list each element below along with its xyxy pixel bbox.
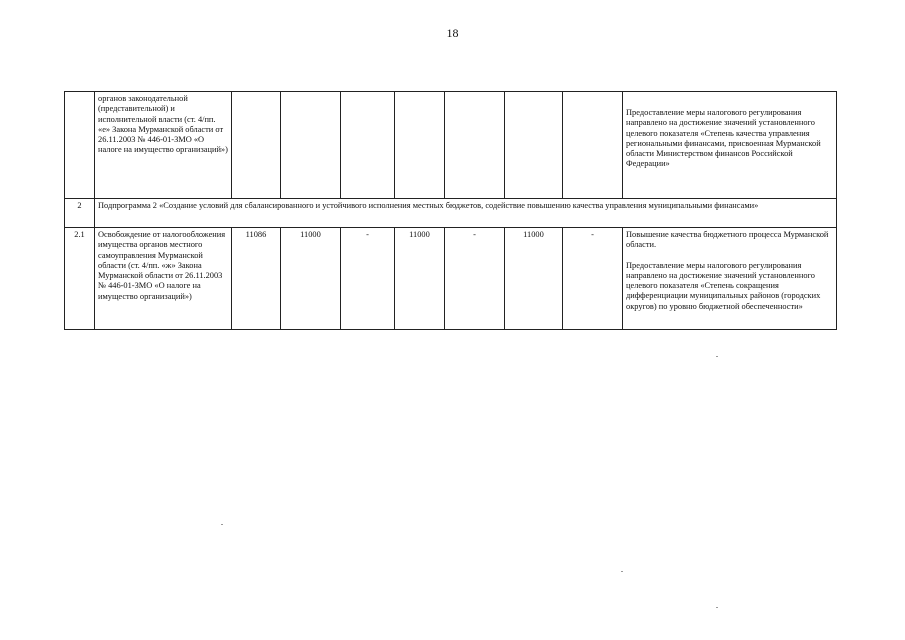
scan-speck bbox=[621, 571, 623, 572]
table-row bbox=[65, 228, 837, 330]
value-cell: - bbox=[563, 228, 623, 330]
measure-description-cell: органов законодательной (представительной) и исполнительной власти (ст. 4/пп. «е» Закона Мурманской области от 26.11.2003 № 446-01-ЗМО «О налоге на имущество организаций») bbox=[95, 92, 232, 199]
row-number-cell bbox=[65, 92, 95, 199]
value-cell bbox=[445, 92, 505, 199]
rationale-cell bbox=[623, 228, 837, 330]
value-cell bbox=[232, 92, 281, 199]
value-cell: 11086 bbox=[232, 228, 281, 330]
value-cell bbox=[505, 92, 563, 199]
value-cell: 11000 bbox=[395, 228, 445, 330]
scan-speck bbox=[221, 524, 223, 525]
rationale-text: Предоставление меры налогового регулирования направлено на достижение значений установленного целевого показателя «Степень сокращения дифференциации муниципальных районов (городских округов) по уровню бюджетной обеспеченности» bbox=[626, 260, 821, 311]
scan-speck bbox=[716, 356, 718, 357]
value-cell bbox=[563, 92, 623, 199]
row-number-cell: 2.1 bbox=[65, 228, 95, 330]
tax-measures-table bbox=[64, 91, 837, 330]
value-cell bbox=[341, 92, 395, 199]
rationale-cell bbox=[623, 92, 837, 199]
value-cell: - bbox=[445, 228, 505, 330]
rationale-text: Предоставление меры налогового регулирования направлено на достижение значений установленного целевого показателя «Степень качества управления региональными финансами, присвоенная Мурманской области Министерством финансов Российской Федерации» bbox=[626, 108, 821, 169]
measure-description-cell: Освобождение от налогообложения имущества органов местного самоуправления Мурманской области (ст. 4/пп. «ж» Закона Мурманской области от 26.11.2003 № 446-01-ЗМО «О налоге на имущество организаций») bbox=[95, 228, 232, 330]
rationale-text: Повышение качества бюджетного процесса Мурманской области. bbox=[626, 230, 829, 250]
value-cell: - bbox=[341, 228, 395, 330]
value-cell bbox=[281, 92, 341, 199]
scan-speck bbox=[716, 607, 718, 608]
row-number-cell: 2 bbox=[65, 199, 95, 228]
paragraph-gap bbox=[626, 251, 833, 261]
value-cell: 11000 bbox=[505, 228, 563, 330]
table-row bbox=[65, 92, 837, 199]
value-cell bbox=[395, 92, 445, 199]
value-cell: 11000 bbox=[281, 228, 341, 330]
subprogram-title-cell: Подпрограмма 2 «Создание условий для сбалансированного и устойчивого исполнения местных бюджетов, содействие повышению качества управления муниципальными финансами» bbox=[95, 199, 837, 228]
page-number: 18 bbox=[446, 26, 459, 40]
subprogram-row bbox=[65, 199, 837, 228]
